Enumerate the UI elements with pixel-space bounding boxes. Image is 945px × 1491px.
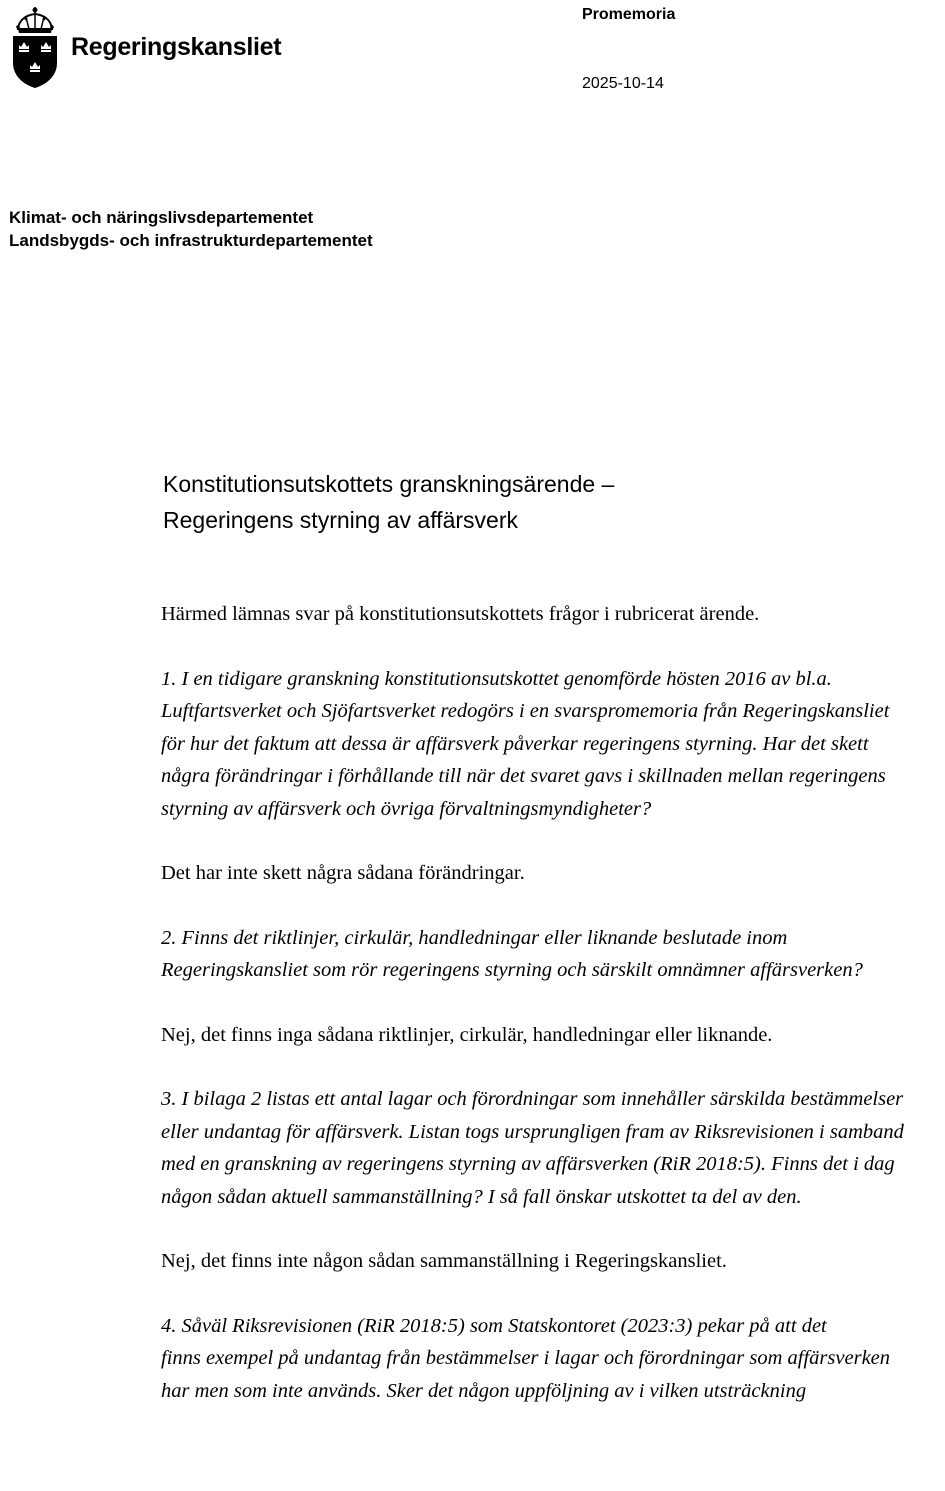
question-1-line: styrning av affärsverk och övriga förvaltningsmyndigheter?: [161, 797, 652, 820]
document-title: [163, 466, 614, 538]
question-3-line: med en granskning av regeringens styrning av affärsverken (RiR 2018:5). Finns det i dag: [161, 1153, 895, 1175]
question-1-line: Luftfartsverket och Sjöfartsverket redogörs i en svarspromemoria från Regeringskansliet: [161, 700, 890, 722]
title-line-1: Konstitutionsutskottets granskningsärende –: [163, 471, 615, 497]
brand-name: Regeringskansliet: [71, 33, 282, 61]
question-3: [161, 1083, 941, 1213]
question-1: [161, 663, 941, 826]
swedish-three-crowns-coat-of-arms-icon: [9, 5, 61, 89]
question-1-line: några förändringar i förhållande till när det svaret gavs i skillnaden mellan regeringens: [161, 765, 886, 787]
answer-2: Nej, det finns inga sådana riktlinjer, cirkulär, handledningar eller liknande.: [161, 1023, 773, 1046]
department-1: Klimat- och näringslivsdepartementet: [9, 208, 314, 227]
department-2: Landsbygds- och infrastrukturdepartementet: [9, 231, 373, 250]
department-list: [9, 206, 373, 252]
question-4: [161, 1310, 941, 1408]
question-3-line: 3. I bilaga 2 listas ett antal lagar och förordningar som innehåller särskilda bestämmelser: [161, 1088, 904, 1110]
answer-1: Det har inte skett några sådana förändringar.: [161, 862, 525, 884]
question-3-line: någon sådan aktuell sammanställning? I så fall önskar utskottet ta del av den.: [161, 1185, 802, 1208]
question-2-line: Regeringskansliet som rör regeringens styrning och särskilt omnämner affärsverken?: [161, 959, 863, 981]
document-date: 2025-10-14: [582, 75, 664, 92]
document-body: [161, 598, 941, 1439]
question-2-line: 2. Finns det riktlinjer, cirkulär, handledningar eller liknande beslutade inom: [161, 926, 788, 949]
intro-paragraph: Härmed lämnas svar på konstitutionsutskottets frågor i rubricerat ärende.: [161, 603, 760, 625]
question-1-line: för hur det faktum att dessa är affärsverk påverkar regeringens styrning. Har det skett: [161, 732, 869, 755]
question-1-line: 1. I en tidigare granskning konstitutionsutskottet genomförde hösten 2016 av bl.a.: [161, 667, 832, 690]
question-4-line: har men som inte används. Sker det någon uppföljning av i vilken utsträckning: [161, 1379, 807, 1402]
question-3-line: eller undantag för affärsverk. Listan togs ursprungligen fram av Riksrevisionen i samband: [161, 1120, 904, 1143]
title-line-2: Regeringens styrning av affärsverk: [163, 507, 518, 533]
answer-3: Nej, det finns inte någon sådan sammanställning i Regeringskansliet.: [161, 1250, 727, 1272]
question-2: [161, 922, 941, 987]
question-4-line: 4. Såväl Riksrevisionen (RiR 2018:5) som Statskontoret (2023:3) pekar på att det: [161, 1314, 827, 1337]
question-4-line: finns exempel på undantag från bestämmelser i lagar och förordningar som affärsverken: [161, 1347, 891, 1369]
document-type: Promemoria: [582, 6, 676, 23]
